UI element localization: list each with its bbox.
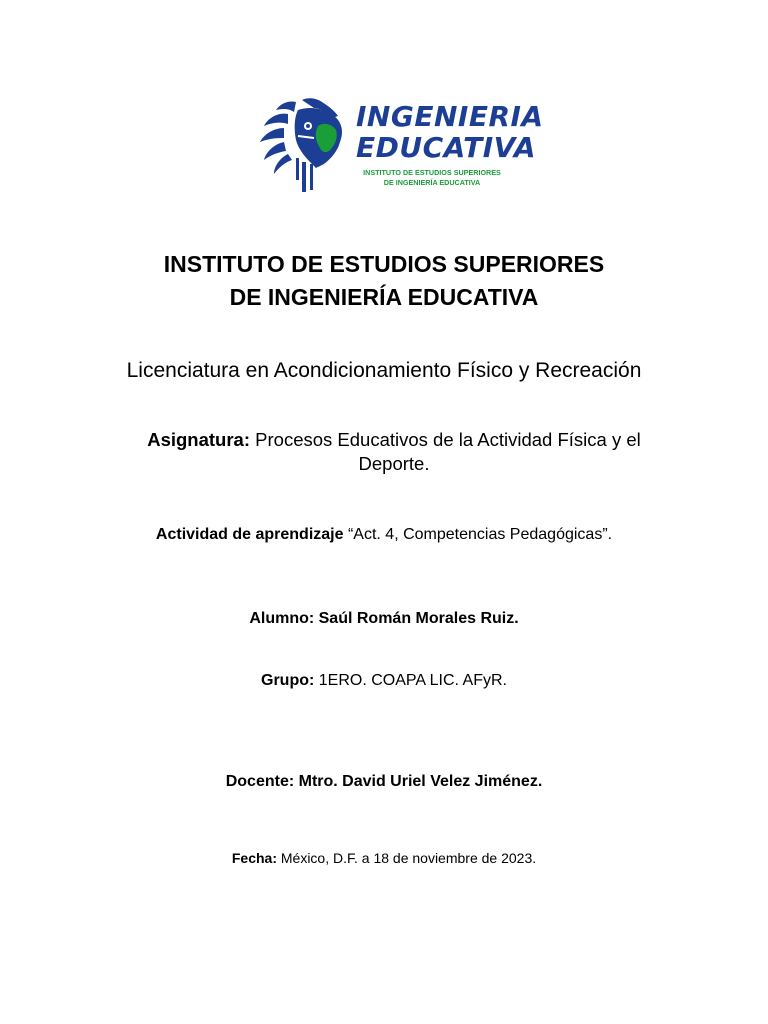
- date-line: [0, 848, 768, 868]
- degree-program: Licenciatura en Acondicionamiento Físico y Recreación: [126, 359, 642, 382]
- logo-wordmark-line-1: INGENIERIA: [356, 100, 544, 133]
- group-value: 1ERO. COAPA LIC. AFyR.: [314, 672, 507, 689]
- teacher-line: [0, 771, 768, 793]
- logo-subtitle-line-1: INSTITUTO DE ESTUDIOS SUPERIORES: [363, 168, 501, 177]
- date-value: México, D.F. a 18 de noviembre de 2023.: [276, 850, 537, 866]
- activity-line: [0, 524, 768, 546]
- institution-logo: [258, 96, 544, 196]
- aztec-warrior-head-icon: [258, 96, 358, 196]
- date-label: Fecha:: [231, 850, 277, 866]
- student-text: Alumno: Saúl Román Morales Ruiz.: [249, 610, 519, 627]
- group-line: [0, 670, 768, 692]
- activity-label: Actividad de aprendizaje: [155, 526, 344, 543]
- activity-value: “Act. 4, Competencias Pedagógicas”.: [343, 526, 613, 543]
- teacher-text: Docente: Mtro. David Uriel Velez Jiménez.: [225, 773, 543, 790]
- institution-title-line-1: INSTITUTO DE ESTUDIOS SUPERIORES: [163, 251, 605, 277]
- logo-subtitle-line-2: DE INGENIERÍA EDUCATIVA: [383, 178, 481, 187]
- subject-value: Procesos Educativos de la Actividad Física y el Deporte.: [250, 429, 641, 474]
- student-line: [0, 608, 768, 630]
- group-label: Grupo:: [261, 672, 315, 689]
- subject-label: Asignatura:: [147, 429, 251, 450]
- logo-wordmark-line-2: EDUCATIVA: [356, 131, 537, 164]
- subject-line: [110, 428, 678, 476]
- institution-title-line-2: DE INGENIERÍA EDUCATIVA: [229, 284, 539, 310]
